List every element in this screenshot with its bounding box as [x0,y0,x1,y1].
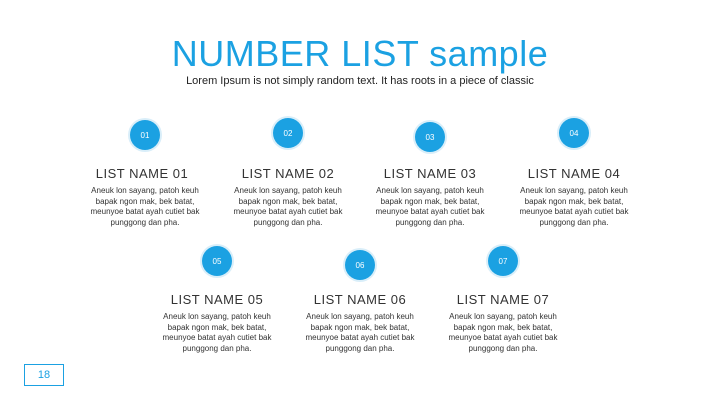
list-name-06: LIST NAME 06 [313,292,407,307]
list-description-04: Aneuk lon sayang, patoh keuh bapak ngon mak, bek batat, meunyoe batat ayah cutiet bak punggong dan pha. [519,186,629,227]
list-name-03: LIST NAME 03 [383,166,477,181]
number-badge-03: 03 [415,122,445,152]
list-name-04: LIST NAME 04 [527,166,621,181]
number-badge-06: 06 [345,250,375,280]
list-description-06: Aneuk lon sayang, patoh keuh bapak ngon mak, bek batat, meunyoe batat ayah cutiet bak punggong dan pha. [305,312,415,353]
list-description-05: Aneuk lon sayang, patoh keuh bapak ngon mak, bek batat, meunyoe batat ayah cutiet bak punggong dan pha. [162,312,272,353]
list-name-05: LIST NAME 05 [170,292,264,307]
page-title: NUMBER LIST sample [171,33,549,74]
number-badge-02: 02 [273,118,303,148]
number-badge-05: 05 [202,246,232,276]
number-badge-07: 07 [488,246,518,276]
number-badge-01: 01 [130,120,160,150]
list-description-01: Aneuk lon sayang, patoh keuh bapak ngon mak, bek batat, meunyoe batat ayah cutiet bak punggong dan pha. [90,186,200,227]
list-name-02: LIST NAME 02 [241,166,335,181]
list-description-07: Aneuk lon sayang, patoh keuh bapak ngon mak, bek batat, meunyoe batat ayah cutiet bak punggong dan pha. [448,312,558,353]
page-number: 18 [24,364,64,386]
list-description-03: Aneuk lon sayang, patoh keuh bapak ngon mak, bek batat, meunyoe batat ayah cutiet bak punggong dan pha. [375,186,485,227]
list-name-07: LIST NAME 07 [456,292,550,307]
list-name-01: LIST NAME 01 [95,166,189,181]
number-badge-04: 04 [559,118,589,148]
page-subtitle: Lorem Ipsum is not simply random text. It has roots in a piece of classic [186,75,534,87]
list-description-02: Aneuk lon sayang, patoh keuh bapak ngon mak, bek batat, meunyoe batat ayah cutiet bak punggong dan pha. [233,186,343,227]
